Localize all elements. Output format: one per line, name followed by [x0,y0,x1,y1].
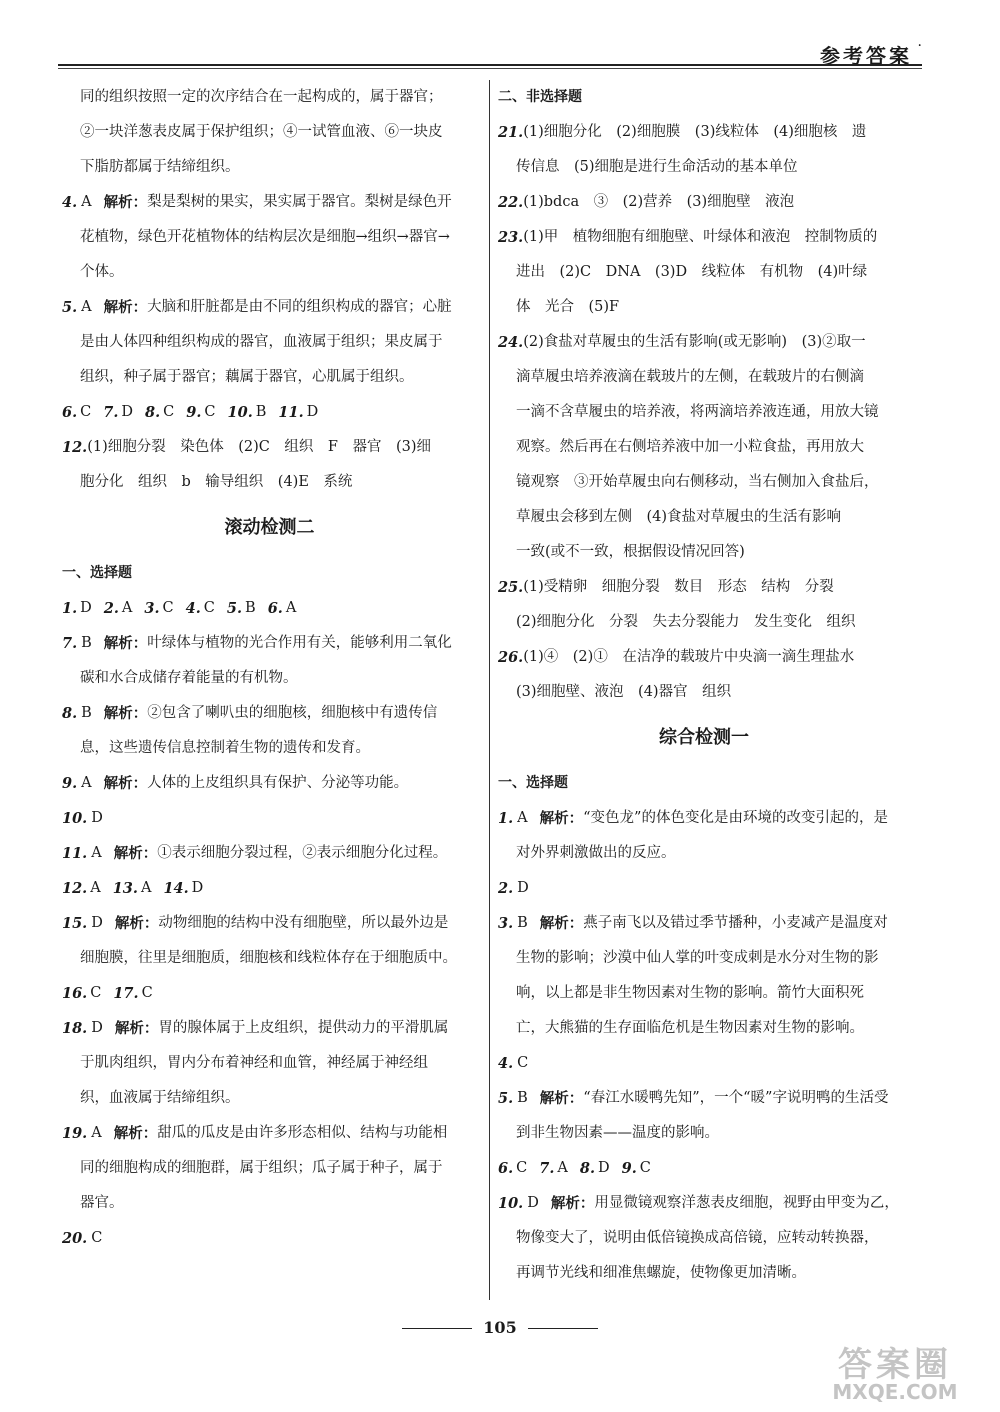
answer-text-line [498,941,910,976]
right-column [498,80,910,1291]
question-number: 6. [267,599,283,617]
question-number: 14. [163,879,189,897]
question-number: 5. [498,1089,514,1107]
line-text: 草履虫会移到左侧 (4)食盐对草履虫的生活有影响 [516,508,842,525]
answer-item [62,836,477,871]
question-number: 11. [278,403,304,421]
header-dot: · [917,38,922,54]
answer-choice: D [517,879,529,896]
choice-answers-line [498,1151,910,1186]
answer-item [498,220,910,255]
answer-item [62,801,477,836]
answer-choice: D [527,1194,539,1211]
question-number: 22. [498,193,524,211]
answer-text: 胃的腺体属于上皮组织，提供动力的平滑肌属 [158,1019,449,1036]
line-text: 物像变大了，说明由低倍镜换成高倍镜，应转动转换器， [516,1229,879,1246]
answer-item [498,115,910,150]
answer-choice: C [517,1054,529,1071]
answer-text-line [498,976,910,1011]
question-number: 8. [145,403,161,421]
answer-text-line [62,80,477,115]
answer-text-line [498,535,910,570]
header-rule [58,64,922,66]
answer-text: (1)细胞分裂 染色体 (2)C 组织 F 器官 (3)细 [87,438,432,455]
answer-text-line [498,1221,910,1256]
line-text: 再调节光线和细准焦螺旋，使物像更加清晰。 [516,1264,806,1281]
question-number: 18. [62,1019,88,1037]
line-text: 一滴不含草履虫的培养液，将两滴培养液连通，用放大镜 [516,403,879,420]
answer-text-line [498,605,910,640]
question-number: 26. [498,648,524,666]
question-number: 2. [103,599,119,617]
section-label: 二、非选择题 [498,89,582,106]
answer-text-line [62,220,477,255]
analysis-label: 解析： [550,1194,595,1212]
question-number: 4. [62,193,78,211]
answer-item [498,1186,910,1221]
question-number: 9. [621,1159,637,1177]
question-number: 13. [112,879,138,897]
line-text: 器官。 [80,1194,124,1211]
answer-text: 人体的上皮组织具有保护、分泌等功能。 [147,774,409,791]
answer-choice: C [141,984,153,1001]
analysis-label: 解析： [539,914,584,932]
answer-text-line [498,290,910,325]
answer-choice: C [516,1159,528,1176]
answer-text-line [498,430,910,465]
line-text: 细胞膜，往里是细胞质，细胞核和线粒体存在于细胞质中。 [80,949,457,966]
answer-text: 叶绿体与植物的光合作用有关，能够利用二氧化 [147,634,452,651]
question-number: 9. [62,774,78,792]
answer-choice: B [517,914,528,931]
answer-text: 动物细胞的结构中没有细胞壁，所以最外边是 [158,914,449,931]
answer-item [498,1046,910,1081]
answer-item [498,640,910,675]
question-number: 3. [144,599,160,617]
answer-choice: A [91,844,102,861]
question-number: 8. [579,1159,596,1177]
answer-item [62,1116,477,1151]
answer-text-line [62,1186,477,1221]
analysis-label: 解析： [103,634,148,652]
line-text: 观察。然后再在右侧培养液中加一小粒食盐，再用放大 [516,438,864,455]
page-number: 105 [483,1318,517,1337]
question-number: 8. [62,704,78,722]
question-number: 9. [186,403,202,421]
question-number: 12. [62,438,88,456]
question-number: 6. [498,1159,514,1177]
line-text: (2)细胞分化 分裂 失去分裂能力 发生变化 组织 [516,613,856,630]
line-text: 组织，种子属于器官；藕属于器官，心肌属于组织。 [80,368,414,385]
analysis-label: 解析： [113,844,158,862]
answer-choice: D [598,1159,610,1176]
question-number: 7. [539,1159,555,1177]
answer-item [62,290,477,325]
answer-text-line [62,731,477,766]
analysis-label: 解析： [539,809,584,827]
question-number: 17. [113,984,139,1002]
line-text: 到非生物因素——温度的影响。 [516,1124,719,1141]
line-text: 碳和水合成储存着能量的有机物。 [80,669,298,686]
line-text: 胞分化 组织 b 输导组织 (4)E 系统 [80,473,353,490]
question-number: 1. [62,599,78,617]
section-heading: 滚动检测二 [224,517,315,539]
answer-choice: B [81,704,92,721]
answer-text: ①表示细胞分裂过程，②表示细胞分化过程。 [157,844,448,861]
answer-choice: C [163,403,175,420]
line-text: 生物的影响；沙漠中仙人掌的叶变成刺是水分对生物的影 [516,949,879,966]
section-heading: 综合检测一 [659,727,749,749]
answer-text-line [498,675,910,710]
answer-choice: A [81,193,92,210]
answer-choice: C [91,1229,103,1246]
question-number: 10. [227,403,253,421]
answer-choice: A [121,599,133,616]
question-number: 12. [62,879,88,897]
answer-text: 梨是梨树的果实，果实属于器官。梨树是绿色开 [147,193,452,210]
answer-choice: B [245,599,256,616]
answer-choice: A [91,1124,102,1141]
question-number: 10. [498,1194,524,1212]
answer-item [498,801,910,836]
answer-choice: A [90,879,101,896]
answer-item [62,1221,477,1256]
question-number: 16. [62,984,88,1002]
line-text: 下脂肪都属于结缔组织。 [80,158,240,175]
line-text: (3)细胞壁、液泡 (4)器官 组织 [516,683,732,700]
analysis-label: 解析： [103,704,148,722]
answer-text: 甜瓜的瓜皮是由许多形态相似、结构与功能相 [157,1124,448,1141]
line-text: 同的组织按照一定的次序结合在一起构成的，属于器官； [80,88,443,105]
line-text: 是由人体四种组织构成的器官，血液属于组织；果皮属于 [80,333,443,350]
watermark-line1: 答案圈 [838,1345,952,1385]
answer-text: 用显微镜观察洋葱表皮细胞，视野由甲变为乙， [594,1194,899,1211]
question-number: 10. [62,809,88,827]
answer-text-line [498,1116,910,1151]
question-number: 4. [185,599,201,617]
answer-text: “春江水暖鸭先知”，一个“暖”字说明鸭的生活受 [583,1089,889,1106]
answer-choice: D [306,403,319,420]
answer-item [62,766,477,801]
question-number: 3. [498,914,514,932]
answer-choice: D [191,879,204,896]
answer-text-line [498,360,910,395]
answer-choice: B [517,1089,528,1106]
column-divider [489,80,490,1300]
question-number: 11. [62,844,88,862]
answer-item [498,906,910,941]
answer-text-line [62,360,477,395]
line-text: 个体。 [80,263,124,280]
answer-text-line [62,255,477,290]
watermark-logo [810,1345,980,1406]
analysis-label: 解析： [103,774,148,792]
line-text: 传信息 (5)细胞是进行生命活动的基本单位 [516,158,798,175]
analysis-label: 解析： [539,1089,584,1107]
answer-text: (1)甲 植物细胞有细胞壁、叶绿体和液泡 控制物质的 [523,228,878,245]
answer-choice: B [81,634,92,651]
question-number: 4. [498,1054,514,1072]
question-number: 23. [498,228,524,246]
answer-choice: B [255,403,267,420]
answer-item [498,570,910,605]
answer-text-line [62,325,477,360]
answer-choice: A [285,599,297,616]
answer-choice: C [203,599,215,616]
question-number: 19. [62,1124,88,1142]
line-text: 息，这些遗传信息控制着生物的遗传和发育。 [80,739,370,756]
answer-text-line [62,115,477,150]
choice-answers-line [62,395,477,430]
header-rule-thin [58,68,922,69]
question-number: 6. [62,403,78,421]
choice-answers-line [62,871,477,906]
answer-choice: C [639,1159,651,1176]
question-number: 5. [226,599,243,617]
analysis-label: 解析： [113,1124,158,1142]
answer-choice: D [91,914,103,931]
header-title: 参考答案 [820,44,912,68]
line-text: 一致(或不一致，根据假设情况回答) [516,543,745,560]
line-text: 镜观察 ③开始草履虫向右侧移动，当右侧加入食盐后， [516,473,879,490]
answer-choice: C [90,984,102,1001]
answer-text-line [498,395,910,430]
section-label: 一、选择题 [498,775,568,792]
answer-text: ②包含了喇叭虫的细胞核，细胞核中有遗传信 [147,704,438,721]
answer-text-line [498,465,910,500]
question-number: 25. [498,578,524,596]
line-text: 花植物，绿色开花植物体的结构层次是细胞→组织→器官→ [80,228,450,245]
line-text: 进出 (2)C DNA (3)D 线粒体 有机物 (4)叶绿 [516,263,868,280]
answer-choice: D [91,1019,103,1036]
answer-item [62,626,477,661]
answer-text-line [62,1151,477,1186]
line-text: 亡，大熊猫的生存面临危机是生物因素对生物的影响。 [516,1019,864,1036]
answer-text-line [498,500,910,535]
question-number: 7. [103,403,119,421]
answer-item [62,185,477,220]
line-text: 响，以上都是非生物因素对生物的影响。箭竹大面积死 [516,984,864,1001]
watermark-line2: MXQE.COM [832,1380,958,1404]
answer-text-line [498,1011,910,1046]
answer-text-line [498,836,910,871]
answer-text: (2)食盐对草履虫的生活有影响(或无影响) (3)②取一 [523,333,866,350]
answer-text-line [62,465,477,500]
answer-item [498,185,910,220]
answer-choice: C [80,403,92,420]
answer-text-line [62,1081,477,1116]
footer-ornament-right [528,1328,598,1329]
question-number: 2. [498,879,514,897]
line-text: 织，血液属于结缔组织。 [80,1089,240,1106]
answer-text-line [62,150,477,185]
question-number: 20. [62,1229,88,1247]
answer-choice: A [140,879,152,896]
answer-text-line [62,941,477,976]
answer-choice: A [557,1159,568,1176]
answer-text-line [62,661,477,696]
question-number: 15. [62,914,88,932]
answer-choice: D [121,403,134,420]
answer-text: 燕子南飞以及错过季节播种，小麦减产是温度对 [583,914,888,931]
left-column [62,80,477,1256]
answer-item [62,430,477,465]
answer-text-line [498,150,910,185]
answer-item [498,1081,910,1116]
answer-choice: C [204,403,216,420]
answer-text: (1)④ (2)① 在洁净的载玻片中央滴一滴生理盐水 [523,648,855,665]
answer-text-line [498,1256,910,1291]
analysis-label: 解析： [114,1019,159,1037]
answer-text: 大脑和肝脏都是由不同的组织构成的器官；心脏 [147,298,452,315]
answer-choice: A [517,809,528,826]
answer-item [498,871,910,906]
answer-choice: A [81,298,92,315]
answer-text-line [498,255,910,290]
line-text: 体 光合 (5)F [516,298,620,315]
answer-text: (1)受精卵 细胞分裂 数目 形态 结构 分裂 [523,578,834,595]
answer-item [498,325,910,360]
line-text: 同的细胞构成的细胞群，属于组织；瓜子属于种子，属于 [80,1159,443,1176]
page-footer [0,1318,1000,1337]
answer-choice: C [162,599,174,616]
analysis-label: 解析： [114,914,159,932]
analysis-label: 解析： [103,193,148,211]
question-number: 7. [62,634,78,652]
line-text: ②一块洋葱表皮属于保护组织；④一试管血液、⑥一块皮 [80,123,443,140]
answer-text: “变色龙”的体色变化是由环境的改变引起的，是 [583,809,888,826]
choice-answers-line [62,976,477,1011]
answer-choice: D [91,809,103,826]
section-label: 一、选择题 [62,565,132,582]
analysis-label: 解析： [103,298,148,316]
answer-text-line [62,1046,477,1081]
answer-choice: D [80,599,92,616]
question-number: 21. [498,123,524,141]
line-text: 滴草履虫培养液滴在载玻片的左侧，在载玻片的右侧滴 [516,368,864,385]
answer-item [62,906,477,941]
question-number: 1. [498,809,514,827]
answer-text: (1)细胞分化 (2)细胞膜 (3)线粒体 (4)细胞核 遗 [523,123,867,140]
answer-item [62,1011,477,1046]
answer-choice: A [81,774,92,791]
choice-answers-line [62,591,477,626]
answer-text: (1)bdca ③ (2)营养 (3)细胞壁 液泡 [523,193,795,210]
footer-ornament-left [402,1328,472,1329]
line-text: 于肌肉组织，胃内分布着神经和血管，神经属于神经组 [80,1054,428,1071]
line-text: 对外界刺激做出的反应。 [516,844,676,861]
question-number: 5. [62,298,78,316]
question-number: 24. [498,333,524,351]
answer-item [62,696,477,731]
